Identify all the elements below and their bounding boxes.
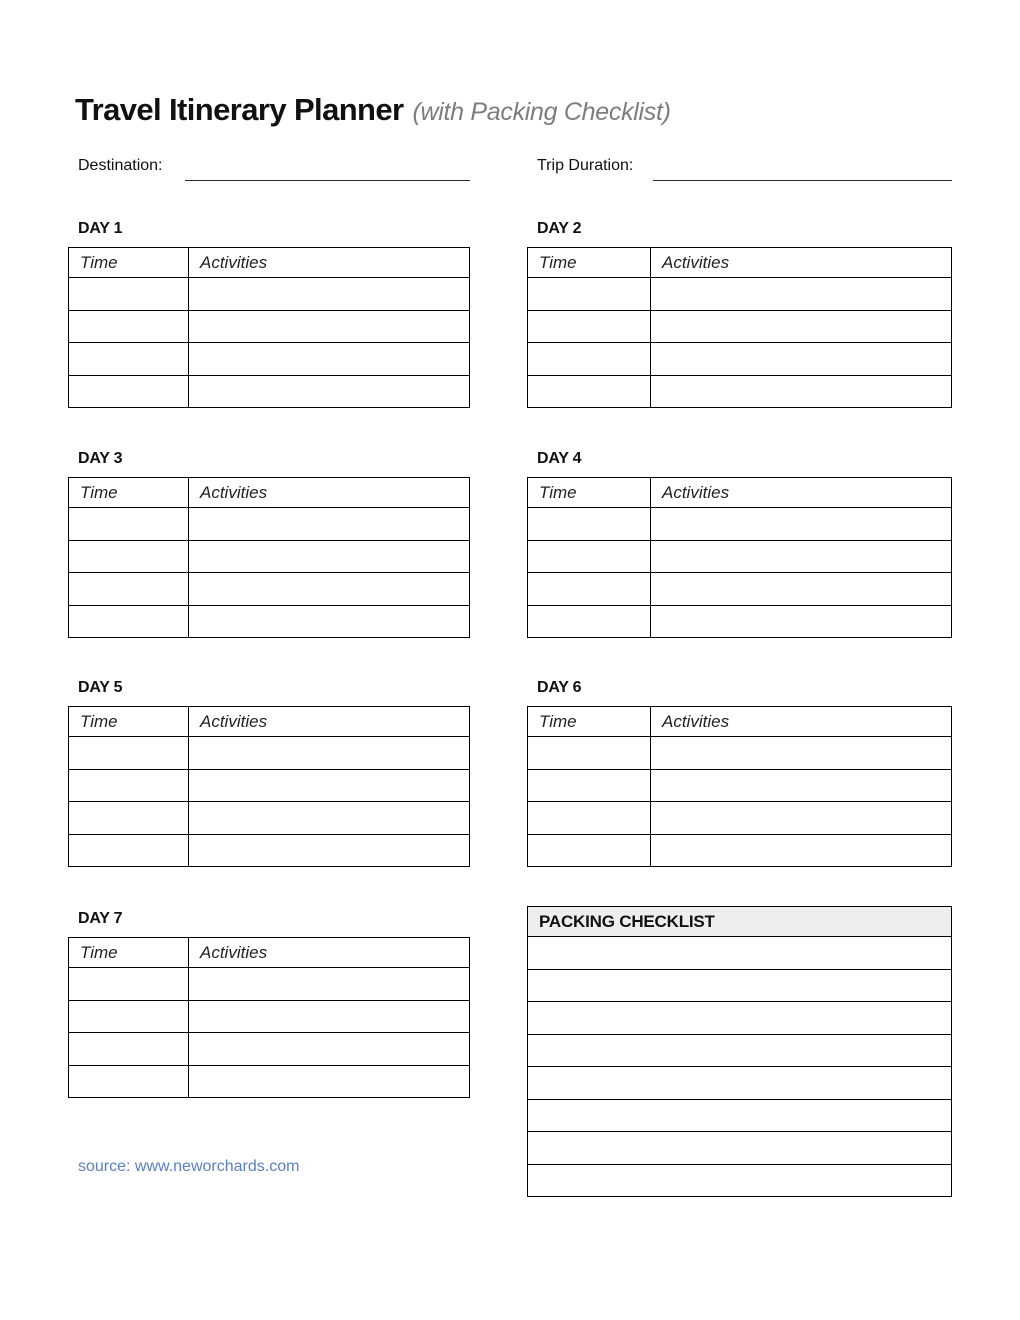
empty-cell[interactable] (189, 1000, 470, 1033)
empty-row (528, 1034, 952, 1067)
day-2-rows (528, 278, 952, 408)
empty-cell[interactable] (189, 540, 470, 573)
empty-row (528, 508, 952, 541)
time-column-header: Time (528, 248, 651, 278)
day-7-table (68, 937, 470, 1098)
empty-row (528, 834, 952, 867)
packing-checklist-title: PACKING CHECKLIST (528, 907, 952, 937)
time-column-header: Time (69, 938, 189, 968)
header-row (69, 478, 470, 508)
empty-cell[interactable] (189, 968, 470, 1001)
day-6-label: DAY 6 (537, 679, 582, 696)
empty-cell[interactable] (651, 573, 952, 606)
empty-row (528, 605, 952, 638)
packing-checklist-section (527, 906, 952, 1197)
empty-cell[interactable] (69, 310, 189, 343)
empty-cell[interactable] (69, 605, 189, 638)
day-3-section (68, 449, 470, 638)
empty-cell[interactable] (69, 375, 189, 408)
empty-cell[interactable] (528, 573, 651, 606)
empty-cell[interactable] (651, 605, 952, 638)
day-6-rows (528, 737, 952, 867)
empty-cell[interactable] (69, 278, 189, 311)
day-5-table (68, 706, 470, 867)
empty-row (528, 769, 952, 802)
day-1-table (68, 247, 470, 408)
empty-cell[interactable] (528, 540, 651, 573)
empty-cell[interactable] (189, 1065, 470, 1098)
header-row (528, 478, 952, 508)
empty-cell[interactable] (69, 1065, 189, 1098)
empty-row (69, 737, 470, 770)
empty-cell[interactable] (528, 1164, 952, 1197)
time-column-header: Time (528, 707, 651, 737)
empty-row (528, 573, 952, 606)
empty-row (69, 278, 470, 311)
empty-row (528, 1132, 952, 1165)
source-link[interactable]: source: www.neworchards.com (78, 1158, 300, 1175)
packing-checklist-rows (528, 937, 952, 1197)
activities-column-header: Activities (189, 707, 470, 737)
empty-cell[interactable] (189, 802, 470, 835)
header-row (69, 938, 470, 968)
empty-cell[interactable] (651, 769, 952, 802)
empty-cell[interactable] (528, 1067, 952, 1100)
empty-row (528, 375, 952, 408)
empty-cell[interactable] (69, 802, 189, 835)
trip-duration-field[interactable] (653, 157, 952, 181)
empty-cell[interactable] (528, 310, 651, 343)
day-4-section (527, 449, 952, 638)
day-7-section (68, 909, 470, 1098)
empty-cell[interactable] (528, 1099, 952, 1132)
empty-cell[interactable] (528, 605, 651, 638)
activities-column-header: Activities (651, 478, 952, 508)
empty-row (528, 540, 952, 573)
empty-row (528, 1002, 952, 1035)
empty-cell[interactable] (528, 343, 651, 376)
trip-duration-label: Trip Duration: (537, 157, 634, 174)
activities-column-header: Activities (651, 248, 952, 278)
day-4-table (527, 477, 952, 638)
empty-row (528, 1067, 952, 1100)
empty-cell[interactable] (651, 834, 952, 867)
empty-row (528, 1099, 952, 1132)
day-6-section (527, 678, 952, 867)
header-row (528, 707, 952, 737)
empty-row (69, 508, 470, 541)
activities-column-header: Activities (651, 707, 952, 737)
empty-cell[interactable] (189, 310, 470, 343)
empty-cell[interactable] (189, 573, 470, 606)
empty-cell[interactable] (528, 737, 651, 770)
empty-cell[interactable] (69, 540, 189, 573)
day-5-rows (69, 737, 470, 867)
empty-row (528, 969, 952, 1002)
empty-row (69, 802, 470, 835)
header-row (528, 248, 952, 278)
empty-cell[interactable] (69, 737, 189, 770)
empty-cell[interactable] (528, 1034, 952, 1067)
empty-cell[interactable] (651, 278, 952, 311)
empty-cell[interactable] (189, 1033, 470, 1066)
empty-cell[interactable] (528, 1132, 952, 1165)
empty-cell[interactable] (69, 968, 189, 1001)
time-column-header: Time (528, 478, 651, 508)
empty-row (69, 1000, 470, 1033)
empty-cell[interactable] (189, 508, 470, 541)
empty-row (69, 834, 470, 867)
packing-checklist-table (527, 906, 952, 1197)
day-1-label: DAY 1 (78, 220, 123, 237)
empty-cell[interactable] (69, 1033, 189, 1066)
activities-column-header: Activities (189, 938, 470, 968)
empty-row (69, 968, 470, 1001)
empty-cell[interactable] (651, 310, 952, 343)
empty-cell[interactable] (189, 375, 470, 408)
day-2-section (527, 219, 952, 408)
empty-cell[interactable] (651, 343, 952, 376)
empty-cell[interactable] (528, 375, 651, 408)
empty-cell[interactable] (528, 802, 651, 835)
empty-cell[interactable] (651, 737, 952, 770)
empty-row (69, 1065, 470, 1098)
empty-cell[interactable] (528, 1002, 952, 1035)
destination-field[interactable] (185, 157, 470, 181)
empty-cell[interactable] (189, 343, 470, 376)
day-3-rows (69, 508, 470, 638)
empty-row (528, 937, 952, 970)
empty-cell[interactable] (528, 969, 952, 1002)
empty-cell[interactable] (528, 278, 651, 311)
empty-cell[interactable] (651, 375, 952, 408)
day-4-label: DAY 4 (537, 450, 582, 467)
empty-row (69, 343, 470, 376)
empty-row (528, 310, 952, 343)
day-4-rows (528, 508, 952, 638)
day-7-label: DAY 7 (78, 910, 123, 927)
empty-row (69, 310, 470, 343)
checklist-header-row (528, 907, 952, 937)
empty-row (528, 737, 952, 770)
empty-row (528, 278, 952, 311)
empty-row (528, 1164, 952, 1197)
day-3-table (68, 477, 470, 638)
day-5-label: DAY 5 (78, 679, 123, 696)
empty-row (528, 343, 952, 376)
empty-cell[interactable] (528, 769, 651, 802)
empty-cell[interactable] (69, 343, 189, 376)
time-column-header: Time (69, 248, 189, 278)
title-row (75, 90, 671, 136)
empty-row (69, 375, 470, 408)
empty-cell[interactable] (189, 769, 470, 802)
activities-column-header: Activities (189, 248, 470, 278)
page-title: Travel Itinerary Planner (75, 92, 404, 127)
header-row (69, 707, 470, 737)
day-2-table (527, 247, 952, 408)
time-column-header: Time (69, 478, 189, 508)
empty-cell[interactable] (69, 834, 189, 867)
time-column-header: Time (69, 707, 189, 737)
day-1-rows (69, 278, 470, 408)
header-row (69, 248, 470, 278)
empty-cell[interactable] (189, 605, 470, 638)
empty-cell[interactable] (651, 540, 952, 573)
empty-row (528, 802, 952, 835)
page-subtitle: (with Packing Checklist) (412, 98, 671, 126)
empty-cell[interactable] (189, 278, 470, 311)
activities-column-header: Activities (189, 478, 470, 508)
empty-row (69, 605, 470, 638)
day-6-table (527, 706, 952, 867)
empty-cell[interactable] (69, 573, 189, 606)
empty-row (69, 1033, 470, 1066)
empty-cell[interactable] (528, 937, 952, 970)
empty-cell[interactable] (69, 1000, 189, 1033)
empty-row (69, 540, 470, 573)
day-2-label: DAY 2 (537, 220, 582, 237)
empty-cell[interactable] (189, 834, 470, 867)
empty-row (69, 573, 470, 606)
empty-cell[interactable] (651, 508, 952, 541)
day-7-rows (69, 968, 470, 1098)
empty-row (69, 769, 470, 802)
empty-cell[interactable] (69, 508, 189, 541)
empty-cell[interactable] (528, 834, 651, 867)
empty-cell[interactable] (651, 802, 952, 835)
day-1-section (68, 219, 470, 408)
day-3-label: DAY 3 (78, 450, 123, 467)
day-5-section (68, 678, 470, 867)
destination-label: Destination: (78, 157, 163, 174)
empty-cell[interactable] (189, 737, 470, 770)
empty-cell[interactable] (69, 769, 189, 802)
empty-cell[interactable] (528, 508, 651, 541)
